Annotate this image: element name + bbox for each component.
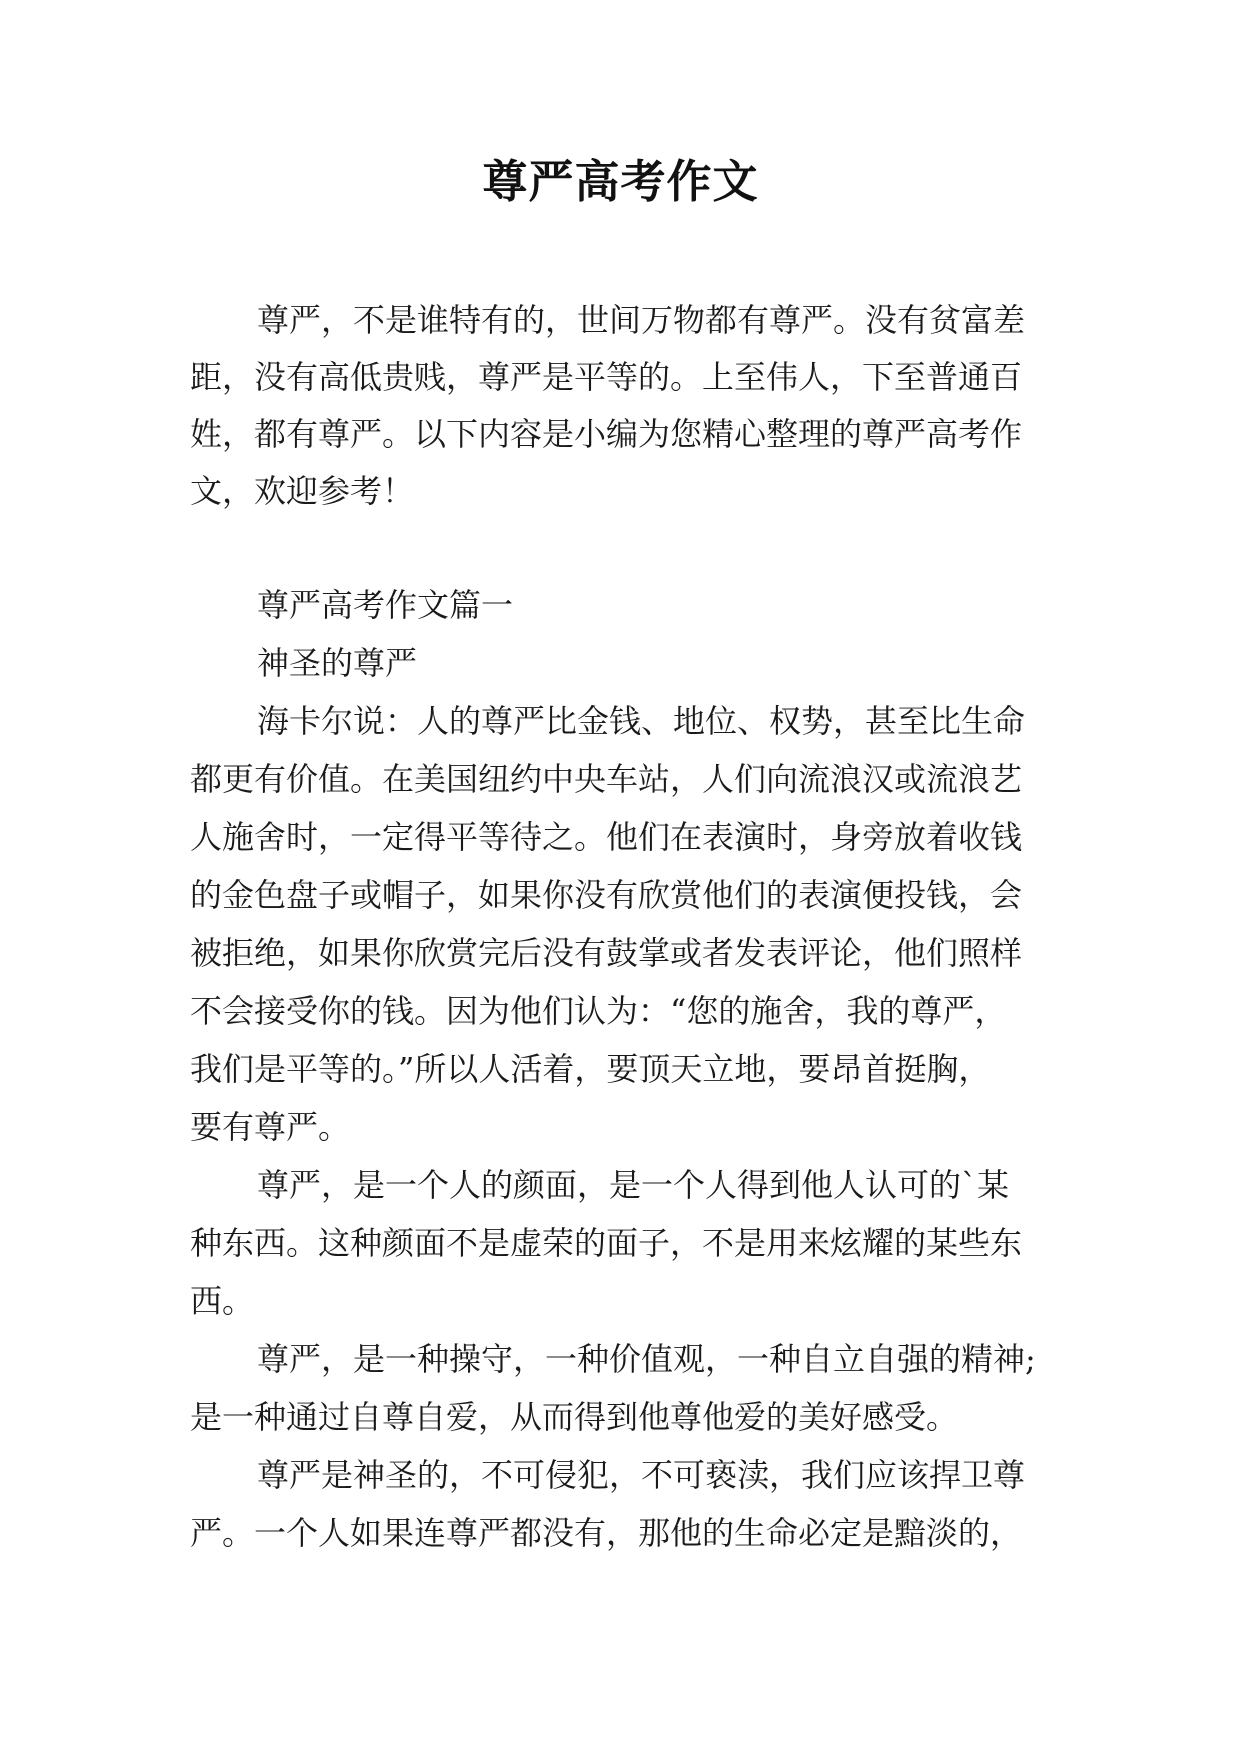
text-line: 姓，都有尊严。以下内容是小编为您精心整理的尊严高考作: [190, 415, 1023, 453]
text-line: 尊严，是一种操守，一种价值观，一种自立自强的精神;: [257, 1340, 1036, 1378]
text-line: 我们是平等的。”所以人活着，要顶天立地，要昂首挺胸，: [190, 1050, 991, 1088]
text-line: 尊严，是一个人的颜面，是一个人得到他人认可的`某: [257, 1166, 1010, 1204]
text-line: 尊严，不是谁特有的，世间万物都有尊严。没有贫富差: [257, 301, 1026, 339]
text-line: 文，欢迎参考！: [190, 472, 415, 510]
text-line: 要有尊严。: [190, 1108, 351, 1146]
text-line: 被拒绝，如果你欣赏完后没有鼓掌或者发表评论，他们照样: [190, 934, 1023, 972]
text-line: 的金色盘子或帽子，如果你没有欣赏他们的表演便投钱，会: [190, 876, 1023, 914]
document-title: 尊严高考作文: [482, 155, 759, 208]
text-line: 海卡尔说：人的尊严比金钱、地位、权势，甚至比生命: [257, 702, 1026, 740]
article-subtitle: 神圣的尊严: [257, 644, 418, 682]
text-line: 种东西。这种颜面不是虚荣的面子，不是用来炫耀的某些东: [190, 1224, 1023, 1262]
text-line: 是一种通过自尊自爱，从而得到他尊他爱的美好感受。: [190, 1398, 959, 1436]
text-line: 人施舍时，一定得平等待之。他们在表演时，身旁放着收钱: [190, 818, 1023, 856]
section-heading: 尊严高考作文篇一: [257, 586, 514, 624]
text-line: 距，没有高低贵贱，尊严是平等的。上至伟人，下至普通百: [190, 358, 1023, 396]
text-line: 不会接受你的钱。因为他们认为：“您的施舍，我的尊严，: [190, 992, 1007, 1030]
text-line: 严。一个人如果连尊严都没有，那他的生命必定是黯淡的，: [190, 1514, 1023, 1552]
text-line: 西。: [190, 1282, 255, 1320]
text-line: 都更有价值。在美国纽约中央车站，人们向流浪汉或流浪艺: [190, 760, 1023, 798]
text-line: 尊严是神圣的，不可侵犯，不可亵渎，我们应该捍卫尊: [257, 1456, 1026, 1494]
